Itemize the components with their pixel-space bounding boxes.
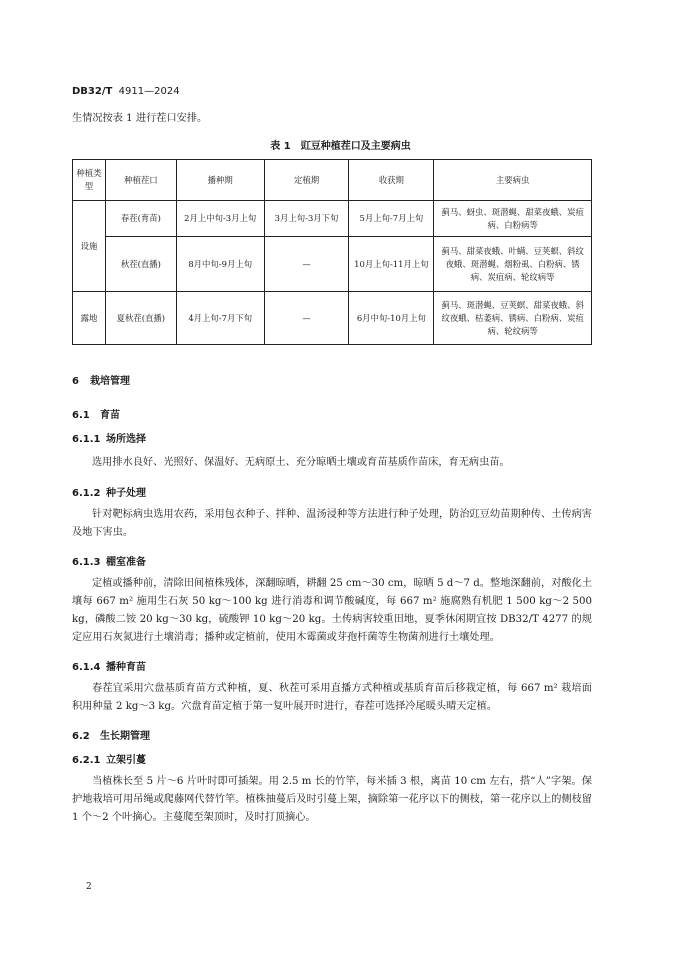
section-title: 立架引蔓 xyxy=(106,755,146,766)
section-title: 生长期管理 xyxy=(100,731,150,742)
intro-paragraph: 生情况按表 1 进行茬口安排。 xyxy=(72,113,208,124)
section-number: 6.1.4 xyxy=(72,662,101,673)
paragraph-6-2-1: 当植株长至 5 片～6 片叶时即可插架。用 2.5 m 长的竹竿，每米插 3 根，离苗 10 cm 左右，搭“人”字架。保护地栽培可用吊绳或爬藤网代替竹竿。植株抽蔓后及时引蔓上架，摘除第一花序以下的侧枝，第一花序以上的侧枝留 1 个～2 个叶摘心。主蔓爬至架顶时，及时打顶摘心。 xyxy=(72,776,592,823)
standard-code: DB32/T xyxy=(72,86,113,97)
table-header-row xyxy=(73,160,592,201)
section-title: 播种育苗 xyxy=(106,662,146,673)
table-row xyxy=(73,237,592,292)
cell-pests: 蓟马、斑潜蝇、豆荚螟、甜菜夜蛾、斜纹夜蛾、枯萎病、锈病、白粉病、炭疽病、轮纹病等 xyxy=(434,292,592,345)
cell-planting: — xyxy=(264,292,349,345)
table-title: 表 1 豇豆种植茬口及主要病虫 xyxy=(270,141,411,152)
cell-planting: 3月上旬-3月下旬 xyxy=(264,201,349,237)
cell-type: 设施 xyxy=(73,201,106,292)
paragraph-6-1-3: 定植或播种前，清除田间植株残体，深翻晾晒，耕翻 25 cm～30 cm，晾晒 5 d～7 d。整地深翻前，对酸化土壤每 667 m² 施用生石灰 50 kg～100 kg 进行消毒和调节酸碱度，每 667 m² 施腐熟有机肥 1 500 kg～2 500 kg，磷酸二铵 20 kg～30 kg，硫酸钾 10 kg～20 kg。土传病害较重田地，夏季休闲期宜按 DB32/T 4277 的规定应用石灰氮进行土壤消毒；播种或定植前，使用木霉菌或芽孢杆菌等生物菌剂进行土壤处理。 xyxy=(72,578,592,643)
section-title: 种子处理 xyxy=(106,488,146,499)
cell-sowing: 8月中旬-9月上旬 xyxy=(176,237,264,292)
section-heading-6-1-1 xyxy=(72,430,146,445)
table-row xyxy=(73,292,592,345)
section-heading-6-2 xyxy=(72,727,150,742)
section-heading-6-1-2 xyxy=(72,484,146,499)
cell-pests: 蓟马、蚜虫、斑潜蝇、甜菜夜蛾、炭疽病、白粉病等 xyxy=(434,201,592,237)
section-title: 育苗 xyxy=(100,410,120,421)
section-number: 6.1 xyxy=(72,410,90,421)
section-number: 6.1.2 xyxy=(72,488,101,499)
section-title: 栽培管理 xyxy=(90,376,130,387)
section-heading-6-1-4 xyxy=(72,658,146,673)
standard-header xyxy=(72,86,180,97)
col-header: 主要病虫 xyxy=(434,160,592,201)
section-number: 6.2 xyxy=(72,731,90,742)
section-heading-6 xyxy=(72,372,130,387)
col-header: 种植茬口 xyxy=(105,160,176,201)
paragraph-6-1-2: 针对靶标病虫选用农药，采用包衣种子、拌种、温汤浸种等方法进行种子处理，防治豇豆幼苗期种传、土传病害及地下害虫。 xyxy=(72,509,592,538)
cell-sowing: 4月上旬-7月下旬 xyxy=(176,292,264,345)
paragraph-6-1-4: 春茬宜采用穴盘基质育苗方式种植，夏、秋茬可采用直播方式种植或基质育苗后移栽定植，每 667 m² 栽培面积用种量 2 kg～3 kg。穴盘育苗定植于第一复叶展开时进行，春茬可选择冷尾暖头晴天定植。 xyxy=(72,683,592,712)
cell-type: 露地 xyxy=(73,292,106,345)
section-number: 6.1.1 xyxy=(72,434,101,445)
cell-season: 春茬(育苗) xyxy=(105,201,176,237)
cell-harvest: 5月上旬-7月上旬 xyxy=(349,201,434,237)
paragraph-6-1-1: 选用排水良好、光照好、保温好、无病原土、充分晾晒土壤或育苗基质作苗床，育无病虫苗。 xyxy=(92,457,510,468)
standard-number: 4911—2024 xyxy=(118,86,180,97)
section-heading-6-2-1 xyxy=(72,751,146,766)
col-header: 播种期 xyxy=(176,160,264,201)
cell-season: 夏秋茬(直播) xyxy=(105,292,176,345)
cell-pests: 蓟马、甜菜夜蛾、叶螨、豆荚螟、斜纹夜蛾、斑潜蝇、烟粉虱、白粉病、锈病、炭疽病、轮纹病等 xyxy=(434,237,592,292)
col-header: 定植期 xyxy=(264,160,349,201)
section-heading-6-1-3 xyxy=(72,553,146,568)
section-title: 棚室准备 xyxy=(106,557,146,568)
cell-sowing: 2月上中旬-3月上旬 xyxy=(176,201,264,237)
section-heading-6-1 xyxy=(72,406,120,421)
col-header: 收获期 xyxy=(349,160,434,201)
cell-season: 秋茬(直播) xyxy=(105,237,176,292)
section-number: 6.2.1 xyxy=(72,755,101,766)
section-number: 6.1.3 xyxy=(72,557,101,568)
col-header: 种植类型 xyxy=(73,160,106,201)
section-number: 6 xyxy=(72,376,79,387)
section-title: 场所选择 xyxy=(106,434,146,445)
cell-planting: — xyxy=(264,237,349,292)
crop-schedule-table xyxy=(72,159,592,345)
table-row xyxy=(73,201,592,237)
cell-harvest: 10月上旬-11月上旬 xyxy=(349,237,434,292)
cell-harvest: 6月中旬-10月上旬 xyxy=(349,292,434,345)
page-number: 2 xyxy=(86,882,92,892)
